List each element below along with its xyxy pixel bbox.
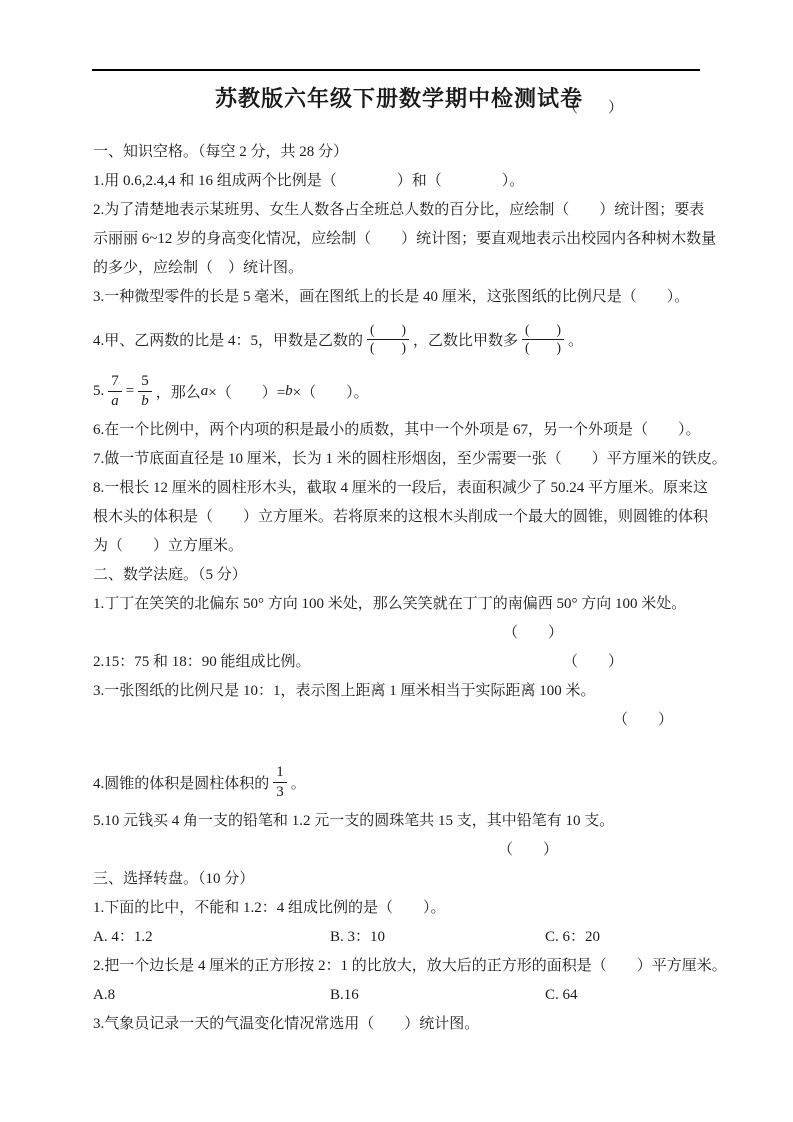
option-a: A. 4：1.2 — [93, 929, 153, 945]
s2-question-1: 1.丁丁在笑笑的北偏东 50° 方向 100 米处，那么笑笑就在丁丁的南偏西 50° 方向 100 米处。 — [93, 596, 687, 612]
s1-question-2-line1: 2.为了清楚地表示某班男、女生人数各占全班总人数的百分比，应绘制（ ）统计图；要表 — [93, 202, 705, 218]
option-a: A.8 — [93, 987, 116, 1003]
s1-question-6: 6.在一个比例中，两个内项的积是最小的质数，其中一个外项是 67，另一个外项是（ ）。 — [93, 422, 701, 438]
s1-question-3: 3.一种微型零件的长是 5 毫米，画在图纸上的长是 40 厘米，这张图纸的比例尺是（ ）。 — [93, 289, 690, 305]
fraction-numerator: 7 — [108, 372, 122, 392]
s3-question-2: 2.把一个边长是 4 厘米的正方形按 2：1 的比放大，放大后的正方形的面积是（ ）平方厘米。 — [93, 958, 727, 974]
s2-question-3-answer-line — [93, 706, 705, 735]
question-text: 。 — [568, 332, 584, 349]
question-text: 4.甲、乙两数的比是 4：5，甲数是乙数的 — [93, 332, 364, 349]
s3-question-2-options — [93, 981, 705, 1010]
answer-bracket: （ ） — [563, 654, 624, 670]
fraction-5-over-b — [138, 372, 152, 411]
page-title: 苏教版六年级下册数学期中检测试卷 — [214, 86, 583, 111]
variable-b: b — [285, 382, 293, 399]
section-3-heading: 三、选择转盘。（10 分） — [93, 871, 255, 887]
s2-question-2 — [93, 648, 705, 677]
answer-bracket: （ ） — [613, 712, 674, 728]
s1-question-2-line2: 示丽丽 6~12 岁的身高变化情况，应绘制（ ）统计图；要直观地表示出校园内各种树木数量 — [93, 231, 717, 247]
section-2-heading: 二、数学法庭。（5 分） — [93, 567, 247, 583]
question-text: ×（ ）= — [208, 384, 286, 401]
s2-question-3: 3.一张图纸的比例尺是 10：1，表示图上距离 1 厘米相当于实际距离 100 米。 — [93, 683, 596, 699]
blank-fraction — [367, 322, 409, 357]
equals-sign: = — [125, 382, 135, 399]
fraction-7-over-a — [108, 372, 122, 411]
fraction-denominator: ( ) — [370, 339, 407, 355]
s2-question-1-answer-line — [93, 619, 705, 648]
s2-question-5-answer-line — [93, 836, 705, 865]
s1-question-8-line3: 为（ ）立方厘米。 — [93, 538, 244, 554]
s3-question-1-options — [93, 923, 705, 952]
answer-bracket: （ ） — [498, 842, 559, 858]
s2-question-5: 5.10 元钱买 4 角一支的铅笔和 1.2 元一支的圆珠笔共 15 支，其中铅笔有 10 支。 — [93, 813, 615, 829]
s3-question-3: 3.气象员记录一天的气温变化情况常选用（ ）统计图。 — [93, 1016, 480, 1032]
variable-a: a — [200, 382, 209, 399]
option-b: B.16 — [330, 987, 359, 1003]
fraction-numerator: 1 — [273, 763, 287, 783]
fraction-numerator: 5 — [138, 372, 152, 392]
page-content — [93, 84, 727, 1039]
answer-bracket: （ ） — [503, 625, 564, 641]
question-text: ×（ ）。 — [292, 384, 369, 401]
question-text: ，乙数比甲数多 — [413, 332, 519, 349]
question-number: 5. — [93, 382, 105, 399]
s1-question-7: 7.做一节底面直径是 10 厘米，长为 1 米的圆柱形烟囱，至少需要一张（ ）平方厘米的铁皮。 — [93, 451, 727, 467]
fraction-denominator: ( ) — [525, 339, 562, 355]
question-text: 2.15：75 和 18：90 能组成比例。 — [93, 654, 311, 670]
fraction-denominator: 3 — [276, 783, 284, 800]
header-rule — [92, 69, 700, 71]
fraction-1-over-3 — [273, 763, 287, 802]
fraction-denominator: a — [111, 392, 119, 409]
question-text: 。 — [290, 775, 306, 792]
answer-bracket: （ ） — [563, 100, 624, 116]
s1-question-5 — [93, 366, 705, 416]
option-b: B. 3：10 — [330, 929, 386, 945]
option-c: C. 64 — [545, 987, 578, 1003]
section-1-heading: 一、知识空格。（每空 2 分，共 28 分） — [93, 144, 349, 160]
s1-question-4 — [93, 312, 705, 366]
fraction-denominator: b — [141, 392, 149, 409]
fraction-numerator: ( ) — [522, 322, 564, 340]
question-text: ，那么 — [155, 384, 201, 401]
s1-question-8-line2: 根木头的体积是（ ）立方厘米。若将原来的这根木头削成一个最大的圆锥，则圆锥的体积 — [93, 509, 709, 525]
blank-fraction — [522, 322, 564, 357]
s1-question-8-line1: 8.一根长 12 厘米的圆柱形木头，截取 4 厘米的一段后，表面积减少了 50.24 平方厘米。原来这 — [93, 480, 709, 496]
question-text: 4.圆锥的体积是圆柱体积的 — [93, 775, 270, 792]
s1-question-1: 1.用 0.6,2.4,4 和 16 组成两个比例是（ ）和（ ）。 — [93, 173, 525, 189]
s1-question-2-line3: 的多少，应绘制（ ）统计图。 — [93, 260, 304, 276]
option-c: C. 6：20 — [545, 929, 601, 945]
s3-question-1: 1.下面的比中，不能和 1.2：4 组成比例的是（ ）。 — [93, 900, 446, 916]
fraction-numerator: ( ) — [367, 322, 409, 340]
